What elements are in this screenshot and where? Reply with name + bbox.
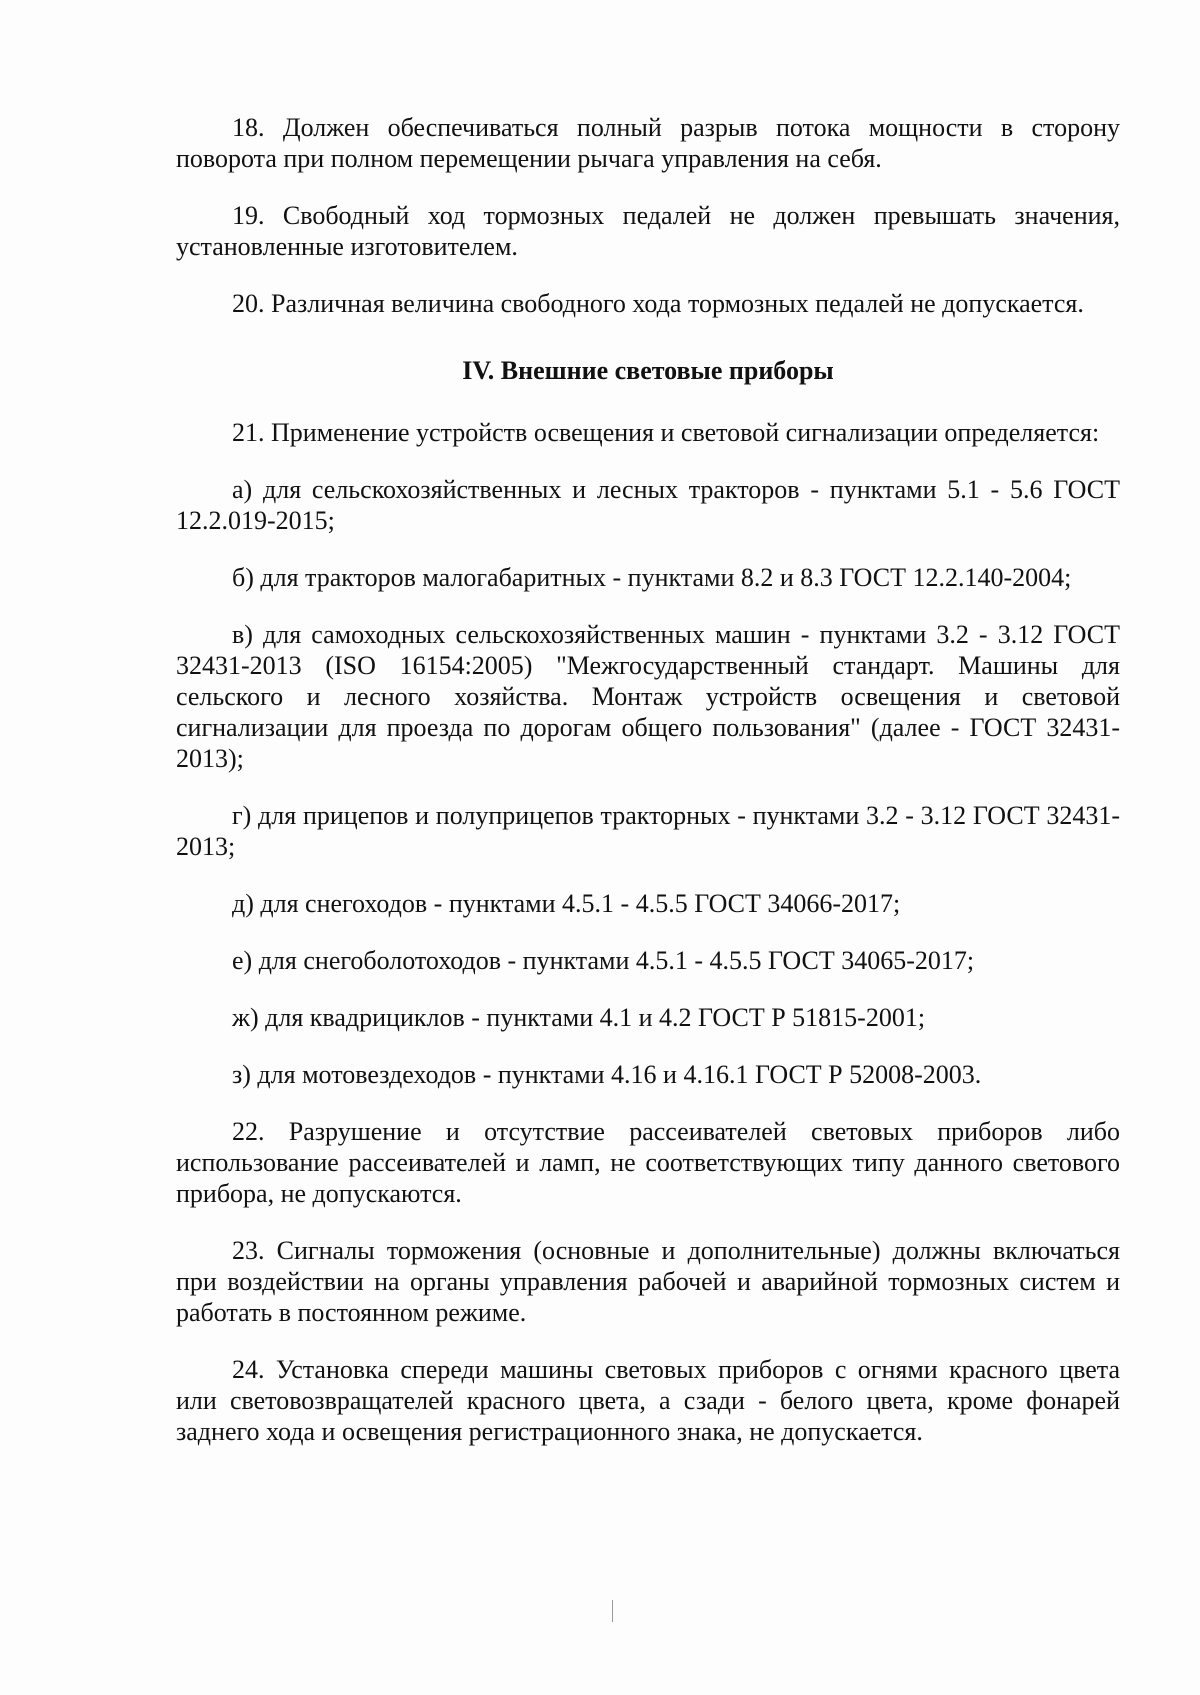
paragraph-21-zh: ж) для квадрициклов - пунктами 4.1 и 4.2 ГОСТ Р 51815-2001; (232, 1003, 926, 1032)
paragraph-18: 18. Должен обеспечиваться полный разрыв потока мощности в сторону поворота при полном перемещении рычага управления на себя. (176, 113, 1120, 173)
paragraph-21-e: е) для снегоболотоходов - пунктами 4.5.1 - 4.5.5 ГОСТ 34065-2017; (232, 946, 975, 975)
paragraph-24: 24. Установка спереди машины световых приборов с огнями красного цвета или световозвращателей красного цвета, а сзади - белого цвета, кроме фонарей заднего хода и освещения регистрационного знака, не допускается. (176, 1355, 1120, 1446)
scan-artifact-line (612, 1600, 613, 1622)
paragraph-21: 21. Применение устройств освещения и световой сигнализации определяется: (232, 418, 1100, 447)
paragraph-21-v: в) для самоходных сельскохозяйственных машин - пунктами 3.2 - 3.12 ГОСТ 32431-2013 (ISO 16154:2005) "Межгосударственный стандарт. Машины для сельского и лесного хозяйства. Монтаж устройств освещения и световой сигнализации для проезда по дорогам общего пользования" (далее - ГОСТ 32431-2013); (176, 620, 1120, 773)
paragraph-21-a: а) для сельскохозяйственных и лесных тракторов - пунктами 5.1 - 5.6 ГОСТ 12.2.019-2015; (176, 475, 1120, 535)
paragraph-21-z: з) для мотовездеходов - пунктами 4.16 и 4.16.1 ГОСТ Р 52008-2003. (232, 1060, 982, 1089)
paragraph-21-b: б) для тракторов малогабаритных - пунктами 8.2 и 8.3 ГОСТ 12.2.140-2004; (232, 563, 1072, 592)
paragraph-21-g: г) для прицепов и полуприцепов тракторных - пунктами 3.2 - 3.12 ГОСТ 32431-2013; (176, 801, 1120, 861)
document-body (176, 112, 1120, 1447)
section-heading: IV. Внешние световые приборы (462, 356, 834, 385)
paragraph-19: 19. Свободный ход тормозных педалей не должен превышать значения, установленные изготовителем. (176, 201, 1120, 261)
paragraph-22: 22. Разрушение и отсутствие рассеивателей световых приборов либо использование рассеивателей и ламп, не соответствующих типу данного светового прибора, не допускаются. (176, 1117, 1120, 1208)
paragraph-23: 23. Сигналы торможения (основные и дополнительные) должны включаться при воздействии на органы управления рабочей и аварийной тормозных систем и работать в постоянном режиме. (176, 1236, 1120, 1327)
paragraph-21-d: д) для снегоходов - пунктами 4.5.1 - 4.5.5 ГОСТ 34066-2017; (232, 889, 901, 918)
paragraph-20: 20. Различная величина свободного хода тормозных педалей не допускается. (232, 289, 1084, 318)
